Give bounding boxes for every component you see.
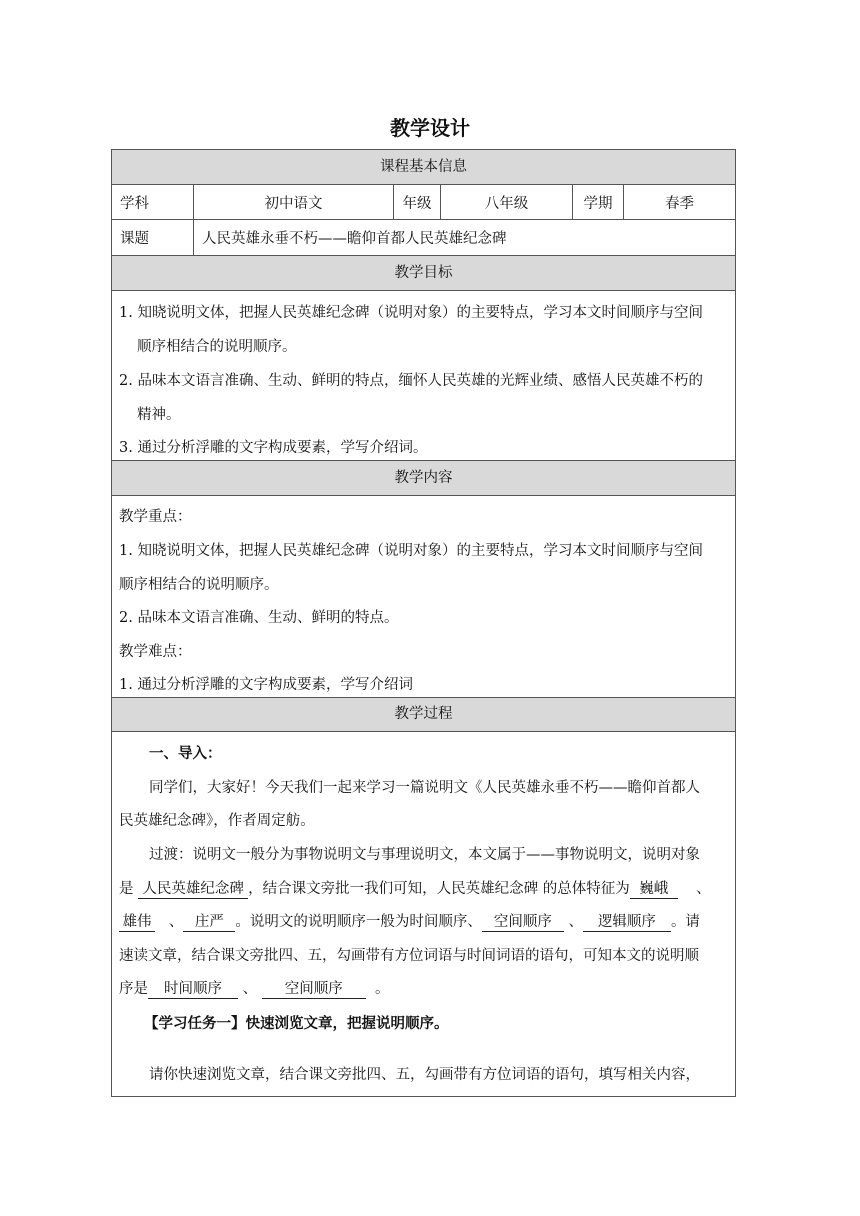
subject-label: 学科 (112, 185, 194, 219)
topic-label: 课题 (112, 220, 194, 255)
task-title: 快速浏览文章，把握说明顺序。 (245, 1016, 449, 1032)
section-heading: 一、导入： (149, 746, 222, 762)
goal-line: 顺序相结合的说明顺序。 (137, 339, 297, 355)
content-header-text: 教学内容 (394, 470, 453, 486)
transition-text: 。 (374, 981, 390, 997)
intro-line: 同学们，大家好！今天我们一起来学习一篇说明文《人民英雄永垂不朽——瞻仰首都人 (149, 780, 700, 796)
grade-label: 年级 (394, 185, 441, 219)
answer-blank: 雄伟 (119, 914, 155, 932)
task-heading (144, 1012, 449, 1033)
answer-blank: 庄严 (183, 914, 235, 932)
transition-text: ，结合课文旁批一我们可知，人民英雄纪念碑 的总体特征为 (248, 881, 630, 897)
term-value: 春季 (665, 195, 694, 212)
task-line: 请你快速浏览文章，结合课文旁批四、五，勾画带有方位词语的语句，填写相关内容， (149, 1067, 700, 1083)
topic-row (112, 220, 735, 256)
content-line: 教学难点： (119, 644, 192, 660)
process-header (112, 698, 735, 732)
subject-value: 初中语文 (194, 185, 394, 219)
answer-blank: 人民英雄纪念碑 (138, 881, 248, 899)
goals-body (112, 291, 735, 461)
transition-line: 速读文章，结合课文旁批四、五，勾画带有方位词语与时间词语的语句，可知本文的说明顺 (119, 948, 699, 964)
transition-text: 是 (119, 881, 134, 897)
transition-text: 、 (568, 914, 583, 930)
transition-text: 、 (168, 914, 184, 930)
topic-value: 人民英雄永垂不朽——瞻仰首都人民英雄纪念碑 (202, 231, 507, 247)
intro-line: 民英雄纪念碑》，作者周定舫。 (119, 813, 315, 829)
term-label: 学期 (573, 185, 624, 219)
transition-text: 、 (242, 981, 258, 997)
goal-line: 1. 知晓说明文体，把握人民英雄纪念碑（说明对象）的主要特点，学习本文时间顺序与空间 (119, 305, 703, 321)
answer-blank: 时间顺序 (148, 981, 238, 999)
transition-line (119, 910, 700, 932)
transition-line: 过渡：说明文一般分为事物说明文与事理说明文，本文属于——事物说明文，说明对象 (149, 847, 700, 863)
goal-line: 3. 通过分析浮雕的文字构成要素，学写介绍词。 (119, 440, 428, 456)
content-line: 1. 通过分析浮雕的文字构成要素，学写介绍词 (119, 677, 413, 693)
page-title: 教学设计 (390, 116, 470, 140)
content-line: 教学重点： (119, 509, 192, 525)
content-line: 顺序相结合的说明顺序。 (119, 577, 279, 593)
transition-text: 。说明文的说明顺序一般为时间顺序、 (235, 914, 482, 930)
goals-header (112, 256, 735, 291)
goals-header-text: 教学目标 (394, 265, 453, 281)
answer-blank: 空间顺序 (482, 914, 564, 932)
transition-text: 序是 (119, 981, 148, 997)
transition-line (119, 977, 389, 999)
goal-line: 2. 品味本文语言准确、生动、鲜明的特点，缅怀人民英雄的光辉业绩、感悟人民英雄不朽的 (119, 373, 703, 389)
process-header-text: 教学过程 (394, 706, 453, 722)
answer-blank: 巍峨 (630, 881, 678, 899)
basic-info-header (112, 150, 735, 185)
transition-text: 、 (696, 881, 711, 897)
basic-info-header-text: 课程基本信息 (380, 159, 467, 175)
task-bracket: 【学习任务一】 (144, 1016, 246, 1032)
process-body (112, 732, 735, 1096)
transition-text: 。请 (670, 914, 700, 930)
content-line: 1. 知晓说明文体，把握人民英雄纪念碑（说明对象）的主要特点，学习本文时间顺序与空间 (119, 543, 703, 559)
goal-line: 精神。 (137, 407, 181, 423)
transition-line (119, 877, 711, 899)
answer-blank: 空间顺序 (262, 981, 366, 999)
info-row (112, 185, 735, 220)
grade-value: 八年级 (441, 185, 573, 219)
content-header (112, 461, 735, 496)
content-line: 2. 品味本文语言准确、生动、鲜明的特点。 (119, 610, 399, 626)
lesson-plan-table (111, 149, 736, 1097)
answer-blank: 逻辑顺序 (583, 914, 671, 932)
content-body (112, 496, 735, 698)
